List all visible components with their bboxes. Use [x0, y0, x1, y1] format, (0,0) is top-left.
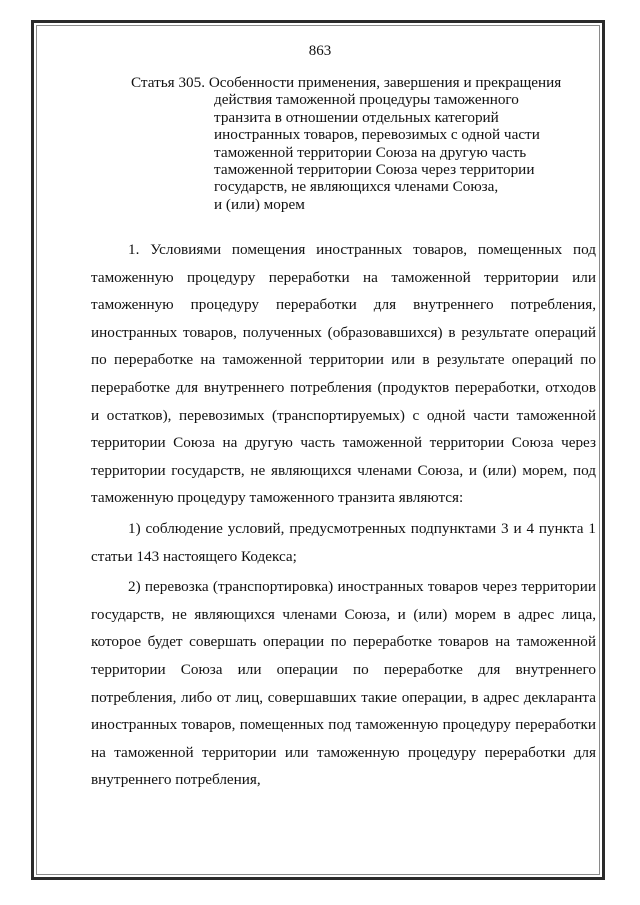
article-label: Статья 305. [131, 74, 206, 91]
paragraph-1: 1. Условиями помещения иностранных товаров, помещенных под таможенную процедуру переработки на таможенной территории или таможенную процедуру переработки для внутреннего потребления, иностранных товаров, полученных (образовавшихся) в результате операций по переработке на таможенной территории или в результате операций по переработке для внутреннего потребления (продуктов переработки, отходов и остатков), перевозимых (транспортируемых) с одной части таможенной территории Союза на другую часть таможенной территории Союза через территории государств, не являющихся членами Союза, и (или) морем, под таможенную процедуру таможенного транзита являются: [91, 241, 596, 507]
article-title-line-6: таможенной территории Союза через территории [214, 161, 535, 179]
article-title-line-5: таможенной территории Союза на другую часть [214, 143, 527, 161]
article-title-line-2: действия таможенной процедуры таможенного [214, 91, 519, 109]
article-heading [131, 74, 601, 213]
page-number: 863 [308, 43, 332, 59]
article-title-line-1: Особенности применения, завершения и прекращения [208, 74, 562, 91]
article-title-line-3: транзита в отношении отдельных категорий [214, 108, 499, 126]
paragraph-item-1: 1) соблюдение условий, предусмотренных подпунктами 3 и 4 пункта 1 статьи 143 настоящего Кодекса; [91, 519, 596, 565]
article-title-line-7: государств, не являющихся членами Союза, [214, 178, 499, 196]
article-title-line-8: и (или) морем [214, 195, 305, 213]
article-body [91, 236, 596, 794]
paragraph-item-2: 2) перевозка (транспортировка) иностранных товаров через территории государств, не являющихся членами Союза, и (или) морем в адрес лица, которое будет совершать операции по переработке товаров на таможенной территории Союза или операции по переработке для внутреннего потребления, либо от лиц, совершавших такие операции, в адрес декларанта иностранных товаров, помещенных под таможенную процедуру переработки на таможенной территории или таможенную процедуру переработки для внутреннего потребления, [91, 578, 596, 789]
article-title-line-4: иностранных товаров, перевозимых с одной части [214, 126, 540, 144]
